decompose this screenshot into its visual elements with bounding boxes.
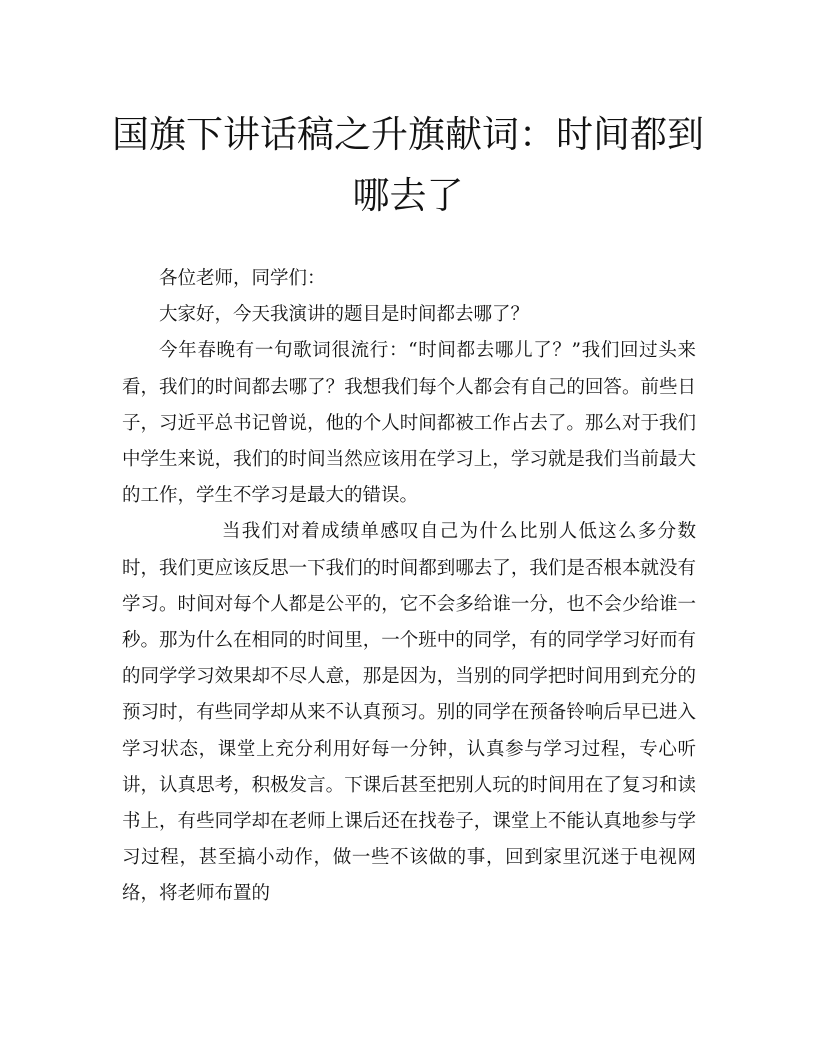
paragraph-salutation: 各位老师，同学们： xyxy=(159,268,326,289)
paragraph-time-reflection: 当我们对着成绩单感叹自己为什么比别人低这么多分数时，我们更应该反思一下我们的时间都到哪去了，我们是否根本就没有学习。时间对每个人都是公平的，它不会多给谁一分，也不会少给谁一秒。那为什么在相同的时间里，一个班中的同学，有的同学学习好而有的同学学习效果却不尽人意，那是因为，当别的同学把时间用到充分的预习时，有些同学却从来不认真预习。别的同学在预备铃响后早已进入学习状态，课堂上充分利用好每一分钟，认真参与学习过程，专心听讲，认真思考，积极发言。下课后甚至把别人玩的时间用在了复习和读书上，有些同学却在老师上课后还在找卷子，课堂上不能认真地参与学习过程，甚至搞小动作，做一些不该做的事，回到家里沉迷于电视网络，将老师布置的 xyxy=(122,521,696,905)
document-title: 国旗下讲话稿之升旗献词：时间都到哪去了 xyxy=(112,113,704,217)
paragraph-spring-gala: 今年春晚有一句歌词很流行：“时间都去哪儿了？”我们回过头来看，我们的时间都去哪了？我想我们每个人都会有自己的回答。前些日子，习近平总书记曾说，他的个人时间都被工作占去了。那么对于我们中学生来说，我们的时间当然应该用在学习上，学习就是我们当前最大的工作，学生不学习是最大的错误。 xyxy=(122,340,696,507)
document-body xyxy=(122,261,696,913)
paragraph-greeting: 大家好，今天我演讲的题目是时间都去哪了？ xyxy=(159,304,530,326)
